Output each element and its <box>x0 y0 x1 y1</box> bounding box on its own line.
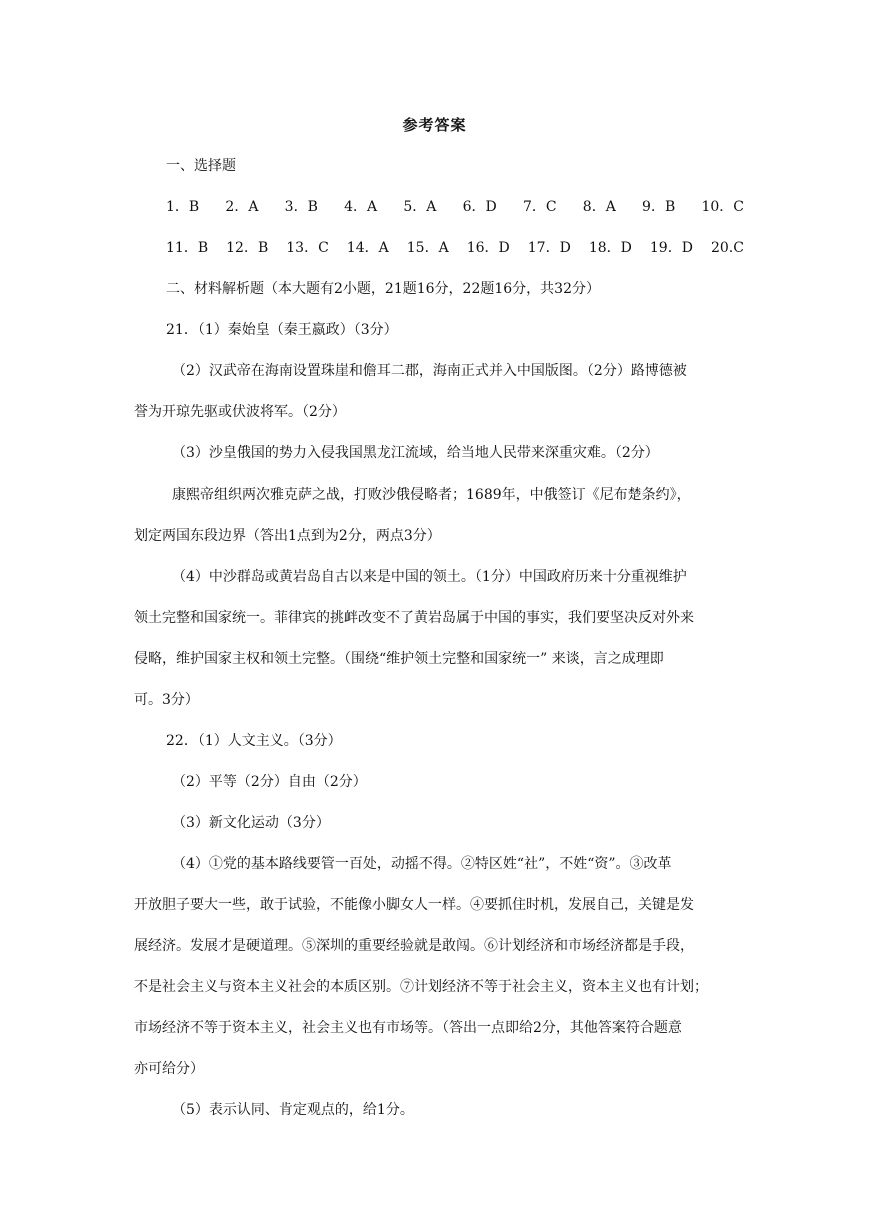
paragraph-line: （5）表示认同、肯定观点的，给1分。 <box>172 1102 414 1118</box>
paragraph-line: 亦可给分） <box>134 1061 204 1077</box>
paragraph-line: 誉为开琼先驱或伏波将军。（2分） <box>134 404 346 420</box>
answer-item: 2．A <box>225 199 259 215</box>
paragraph-line: （3）新文化运动（3分） <box>172 815 330 831</box>
answer-item: 8．A <box>582 199 616 215</box>
answer-item: 3．B <box>284 199 318 215</box>
paragraph-line: 可。3分） <box>134 692 199 708</box>
answer-item: 16．D <box>466 240 510 256</box>
paragraph-line: （2）平等（2分）自由（2分） <box>172 774 367 790</box>
answer-item: 1．B <box>166 199 200 215</box>
section-heading-material: 二、材料解析题（本大题有2小题，21题16分，22题16分，共32分） <box>166 281 600 297</box>
section-heading-choice: 一、选择题 <box>166 158 236 174</box>
paragraph-line: 21．（1）秦始皇（秦王嬴政）（3分） <box>166 322 398 338</box>
paragraph-line: 展经济。发展才是硬道理。⑤深圳的重要经验就是敢闯。⑥计划经济和市场经济都是手段， <box>134 938 694 954</box>
paragraph-line: （4）中沙群岛或黄岩岛自古以来是中国的领土。（1分）中国政府历来十分重视维护 <box>172 569 687 585</box>
answer-item: 17．D <box>527 240 571 256</box>
answer-item: 18．D <box>588 240 632 256</box>
page-title: 参考答案 <box>402 116 467 134</box>
answer-item: 10．C <box>701 199 744 215</box>
answer-item: 20.C <box>710 240 744 256</box>
paragraph-line: 市场经济不等于资本主义，社会主义也有市场等。（答出一点即给2分，其他答案符合题意 <box>134 1020 682 1036</box>
paragraph-line: （2）汉武帝在海南设置珠崖和儋耳二郡，海南正式并入中国版图。（2分）路博德被 <box>172 363 687 379</box>
paragraph-line: 开放胆子要大一些，敢于试验，不能像小脚女人一样。④要抓住时机，发展自己，关键是发 <box>134 897 694 913</box>
answer-item: 19．D <box>649 240 693 256</box>
answer-item: 7．C <box>522 199 557 215</box>
answer-item: 15．A <box>406 240 449 256</box>
paragraph-line: 领土完整和国家统一。菲律宾的挑衅改变不了黄岩岛属于中国的事实，我们要坚决反对外来 <box>134 610 694 626</box>
answer-item: 11．B <box>166 240 209 256</box>
answer-item: 4．A <box>344 199 378 215</box>
paragraph-line: 不是社会主义与资本主义社会的本质区别。⑦计划经济不等于社会主义，资本主义也有计划； <box>134 979 708 995</box>
answer-item: 12．B <box>226 240 269 256</box>
answer-row-2 <box>166 238 744 258</box>
paragraph-line: 22．（1）人文主义。（3分） <box>166 733 342 749</box>
paragraph-line: 康熙帝组织两次雅克萨之战，打败沙俄侵略者；1689年，中俄签订《尼布楚条约》， <box>172 487 691 503</box>
paragraph-line: （3）沙皇俄国的势力入侵我国黑龙江流域，给当地人民带来深重灾难。（2分） <box>172 445 659 461</box>
answer-row-1 <box>166 197 744 217</box>
answer-item: 6．D <box>462 199 497 215</box>
paragraph-line: 划定两国东段边界（答出1点到为2分，两点3分） <box>134 528 441 544</box>
answer-item: 14．A <box>346 240 389 256</box>
answer-item: 13．C <box>286 240 329 256</box>
answer-item: 5．A <box>403 199 437 215</box>
paragraph-line: 侵略，维护国家主权和领土完整。（围绕“维护领土完整和国家统一” 来谈，言之成理即 <box>134 651 664 667</box>
paragraph-line: （4）①党的基本路线要管一百处，动摇不得。②特区姓“社”，不姓“资”。③改革 <box>172 856 672 872</box>
answer-item: 9．B <box>642 199 676 215</box>
